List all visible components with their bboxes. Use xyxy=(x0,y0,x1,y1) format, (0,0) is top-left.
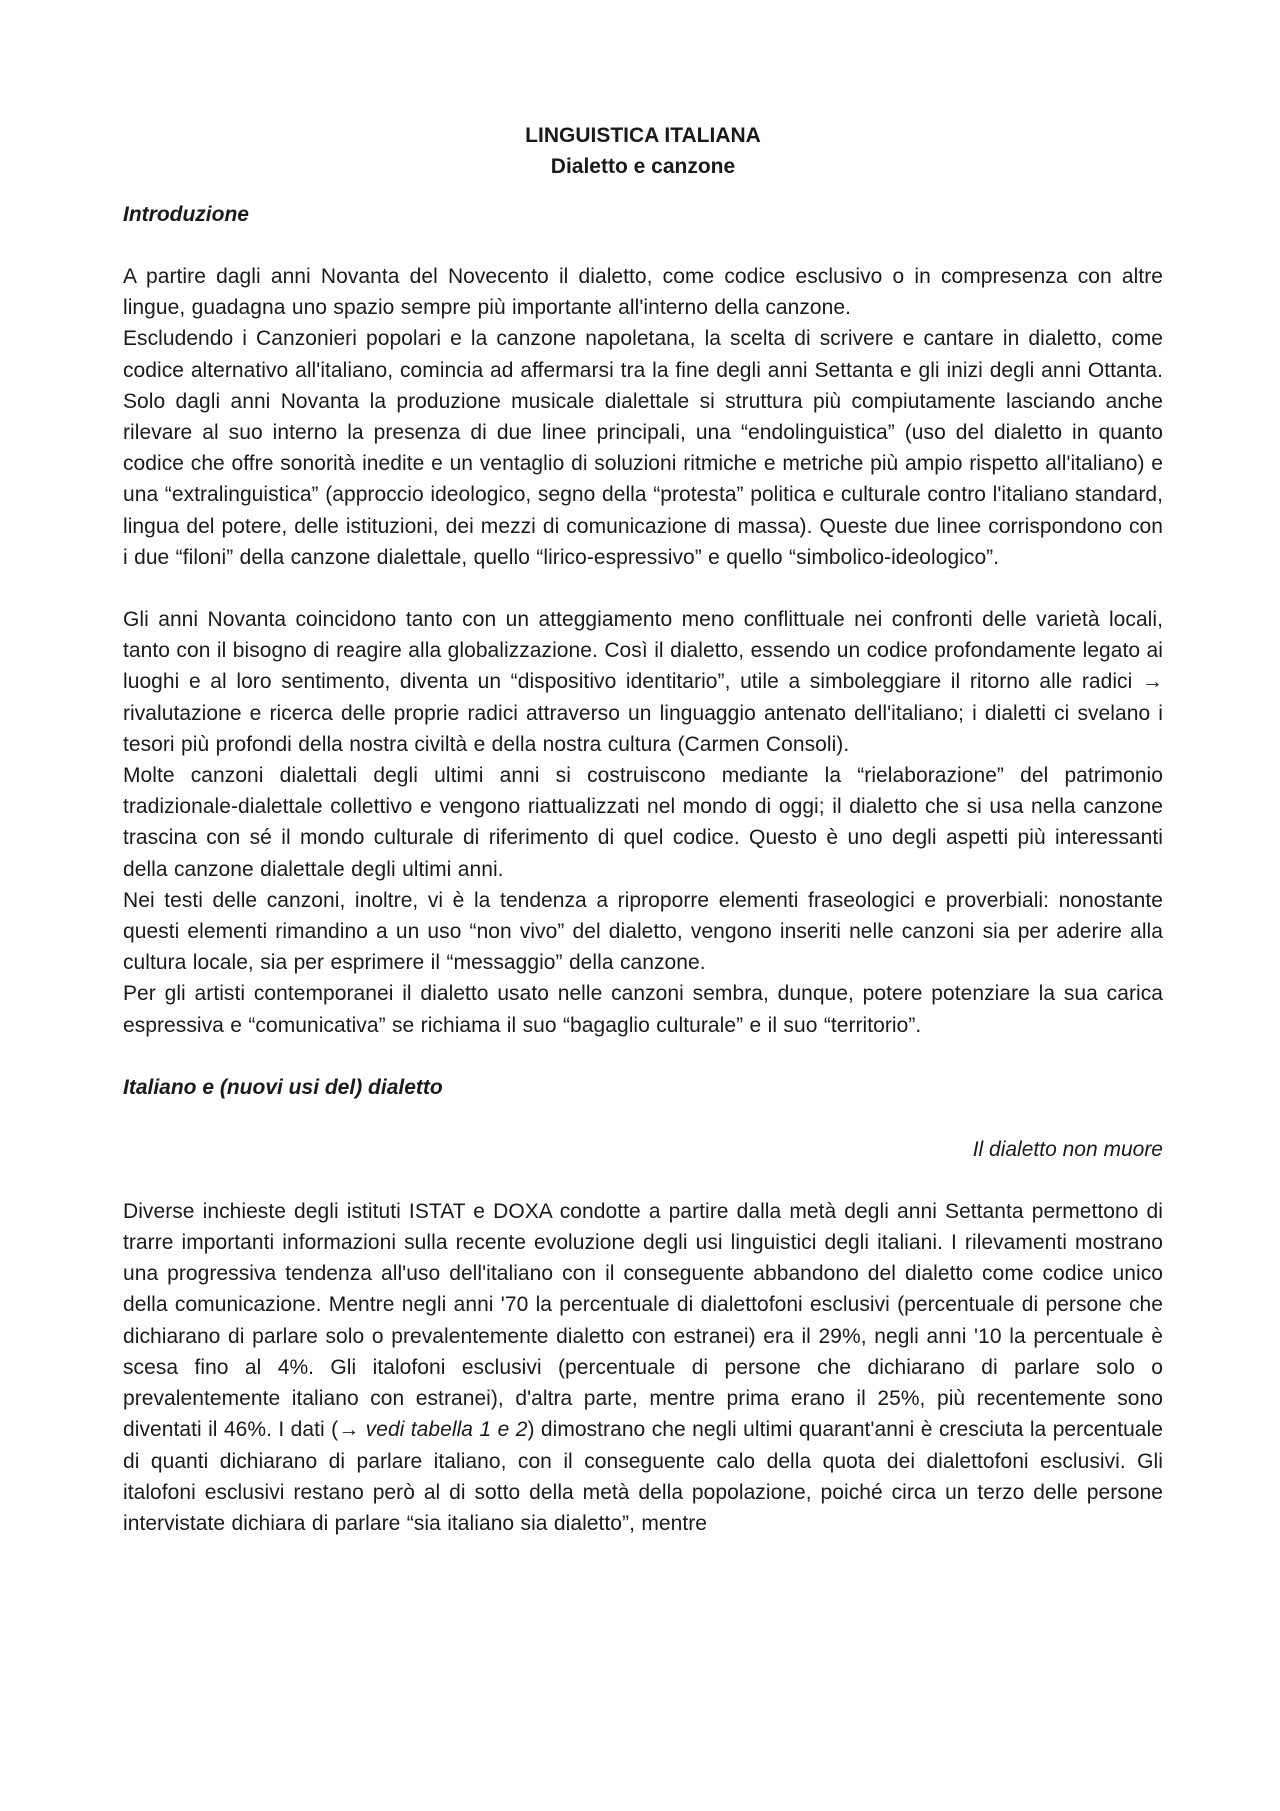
intro-paragraph-2: Escludendo i Canzonieri popolari e la canzone napoletana, la scelta di scrivere e cantare in dialetto, come codice alternativo all'italiano, comincia ad affermarsi tra la fine degli anni Settanta e gli inizi degli anni Ottanta. Solo dagli anni Novanta la produzione musicale dialettale si struttura più compiutamente lasciando anche rilevare al suo interno la presenza di due linee principali, una “endolinguistica” (uso del dialetto in quanto codice che offre sonorità inedite e un ventaglio di soluzioni ritmiche e metriche più ampio rispetto all'italiano) e una “extralinguistica” (approccio ideologico, segno della “protesta” politica e culturale contro l'italiano standard, lingua del potere, delle istituzioni, dei mezzi di comunicazione di massa). Queste due linee corrispondono con i due “filoni” della canzone dialettale, quello “lirico-espressivo” e quello “simbolico-ideologico”. xyxy=(123,327,1163,569)
intro-paragraph-3: Gli anni Novanta coincidono tanto con un atteggiamento meno conflittuale nei confronti delle varietà locali, tanto con il bisogno di reagire alla globalizzazione. Così il dialetto, essendo un codice profondamente legato ai luoghi e al loro sentimento, diventa un “dispositivo identitario”, utile a simboleggiare il ritorno alle radici → rivalutazione e ricerca delle proprie radici attraverso un linguaggio antenato dell'italiano; i dialetti ci svelano i tesori più profondi della nostra civiltà e della nostra cultura (Carmen Consoli). xyxy=(123,608,1163,756)
document-subtitle: Dialetto e canzone xyxy=(550,155,736,178)
dialect-paragraph-text-2: ) dimostrano che negli ultimi quarant'anni è cresciuta la percentuale di quanti dichiarano di parlare italiano, con il conseguente calo della quota dei dialettofoni esclusivi. Gli italofoni esclusivi restano però al di sotto della metà della popolazione, poiché circa un terzo delle persone intervistate dichiara di parlare “sia italiano sia dialetto”, mentre xyxy=(123,1418,1163,1535)
intro-paragraph-4: Molte canzoni dialettali degli ultimi anni si costruiscono mediante la “rielaborazione” del patrimonio tradizionale-dialettale collettivo e vengono riattualizzati nel mondo di oggi; il dialetto che si usa nella canzone trascina con sé il mondo culturale di riferimento di quel codice. Questo è uno degli aspetti più interessanti della canzone dialettale degli ultimi anni. xyxy=(123,764,1163,881)
document-page xyxy=(123,120,1163,1539)
section-epigraph: Il dialetto non muore xyxy=(972,1137,1163,1161)
section-heading-introduzione: Introduzione xyxy=(123,203,249,226)
section-heading-italiano-dialetto: Italiano e (nuovi usi del) dialetto xyxy=(123,1075,443,1099)
document-title: LINGUISTICA ITALIANA xyxy=(525,124,761,147)
intro-paragraph-5: Nei testi delle canzoni, inoltre, vi è la tendenza a riproporre elementi fraseologici e proverbiali: nonostante questi elementi rimandino a un uso “non vivo” del dialetto, vengono inseriti nelle canzoni sia per aderire alla cultura locale, sia per esprimere il “messaggio” della canzone. xyxy=(123,888,1163,975)
table-reference: → vedi tabella 1 e 2 xyxy=(338,1418,528,1442)
dialect-paragraph-text-1: Diverse inchieste degli istituti ISTAT e DOXA condotte a partire dalla metà degli anni Settanta permettono di trarre importanti informazioni sulla recente evoluzione degli usi linguistici degli italiani. I rilevamenti mostrano una progressiva tendenza all'uso dell'italiano con il conseguente abbandono del dialetto come codice unico della comunicazione. Mentre negli anni '70 la percentuale di dialettofoni esclusivi (percentuale di persone che dichiarano di parlare solo o prevalentemente dialetto con estranei) era il 29%, negli anni '10 la percentuale è scesa fino al 4%. Gli italofoni esclusivi (percentuale di persone che dichiarano di parlare solo o prevalentemente italiano con estranei), d'altra parte, mentre prima erano il 25%, più recentemente sono diventati il 46%. I dati ( xyxy=(123,1199,1163,1442)
title-block xyxy=(123,120,1163,182)
dialect-paragraph xyxy=(123,1196,1163,1539)
intro-paragraph-1: A partire dagli anni Novanta del Novecento il dialetto, come codice esclusivo o in compresenza con altre lingue, guadagna uno spazio sempre più importante all'interno della canzone. xyxy=(123,265,1163,320)
intro-paragraph-6: Per gli artisti contemporanei il dialetto usato nelle canzoni sembra, dunque, potere potenziare la sua carica espressiva e “comunicativa” se richiama il suo “bagaglio culturale” e il suo “territorio”. xyxy=(123,982,1163,1037)
